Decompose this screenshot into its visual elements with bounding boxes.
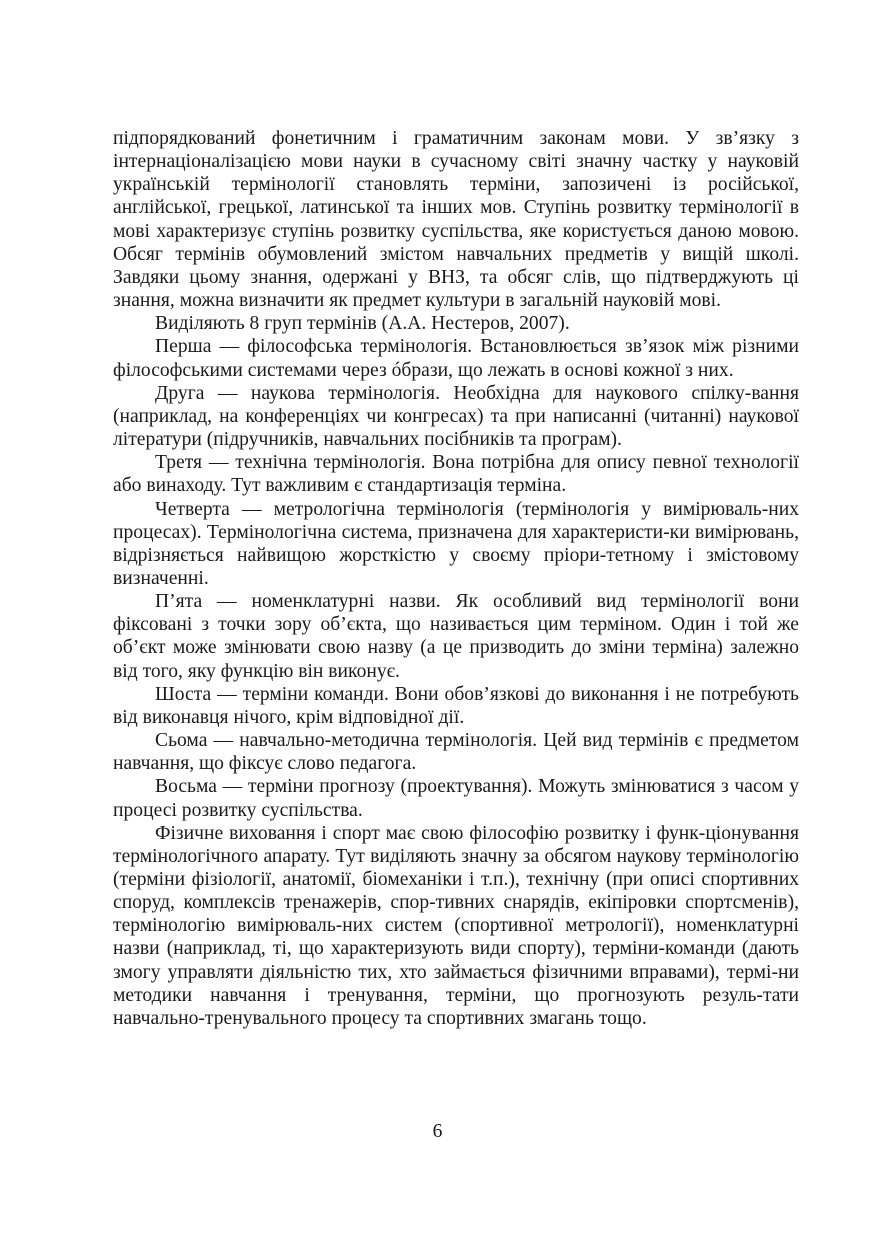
- paragraph-continuation: підпорядкований фонетичним і граматичним законам мови. У зв’язку з інтернаціоналізацією мови науки в сучасному світі значну частку у науковій українській термінології становлять терміни, запозичені із російської, англійської, грецької, латинської та інших мов. Ступінь розвитку термінології в мові характеризує ступінь розвитку суспільства, яке користується даною мовою. Обсяг термінів обумовлений змістом навчальних предметів у вищій школі. Завдяки цьому знання, одержані у ВНЗ, та обсяг слів, що підтверджують ці знання, можна визначити як предмет культури в загальній науковій мові.: [113, 128, 799, 312]
- paragraph-third-group: Третя — технічна термінологія. Вона потрібна для опису певної технології або винаходу. Тут важливим є стандартизація терміна.: [113, 452, 799, 497]
- paragraph-sport-terminology: Фізичне виховання і спорт має свою філософію розвитку і функ-ціонування термінологічного апарату. Тут виділяють значну за обсягом наукову термінологію (терміни фізіології, анатомії, біомеханіки і т.п.), технічну (при описі спортивних споруд, комплексів тренажерів, спор-тивних снарядів, екіпіровки спортсменів), термінологію вимірюваль-них систем (спортивної метрології), номенклатурні назви (наприклад, ті, що характеризують види спорту), терміни-команди (дають змогу управляти діяльністю тих, хто займається фізичними вправами), термі-ни методики навчання і тренування, терміни, що прогнозують резуль-тати навчально-тренувального процесу та спортивних змагань тощо.: [113, 822, 799, 1029]
- paragraph-first-group: Перша — філософська термінологія. Встановлюється зв’язок між різними філософськими системами через óбрази, що лежать в основі кожної з них.: [113, 336, 799, 381]
- paragraph-eighth-group: Восьма — терміни прогнозу (проектування). Можуть змінюватися з часом у процесі розвитку суспільства.: [113, 776, 799, 821]
- paragraph-second-group: Друга — наукова термінологія. Необхідна для наукового спілку-вання (наприклад, на конференціях чи конгресах) та при написанні (читанні) наукової літератури (підручників, навчальних посібників та програм).: [113, 382, 799, 451]
- paragraph-fifth-group: П’ята — номенклатурні назви. Як особливий вид термінології вони фіксовані з точки зору об’єкта, що називається цим терміном. Один і той же об’єкт може змінювати свою назву (а це призводить до зміни терміна) залежно від того, яку функцію він виконує.: [113, 591, 799, 682]
- paragraph-groups-intro: Виділяють 8 груп термінів (А.А. Нестеров, 2007).: [155, 313, 570, 335]
- body-text: [113, 127, 799, 1030]
- paragraph-fourth-group: Четверта — метрологічна термінологія (термінологія у вимірюваль-них процесах). Термінологічна система, призначена для характеристи-ки вимірювань, відрізняється найвищою жорсткістю у своєму пріори-тетному і змістовому визначенні.: [113, 498, 799, 589]
- paragraph-seventh-group: Сьома — навчально-методична термінологія. Цей вид термінів є предметом навчання, що фіксує слово педагога.: [113, 730, 799, 775]
- paragraph-sixth-group: Шоста — терміни команди. Вони обов’язкові до виконання і не потребують від виконавця нічого, крім відповідної дії.: [113, 683, 799, 728]
- page-number: 6: [432, 1121, 443, 1142]
